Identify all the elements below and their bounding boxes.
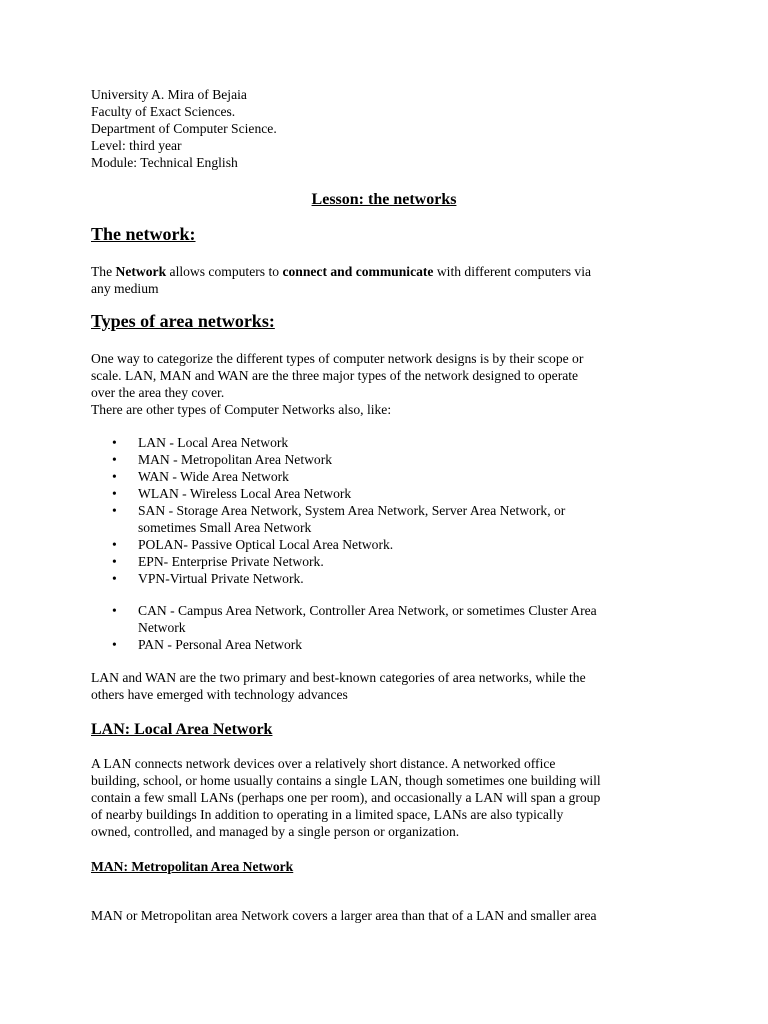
list-item (91, 451, 565, 468)
network-types-list-1 (91, 434, 565, 587)
header-university: University A. Mira of Bejaia (91, 87, 247, 102)
header-department: Department of Computer Science. (91, 121, 277, 136)
list-item-text: PAN - Personal Area Network (138, 637, 303, 652)
types-intro-line: over the area they cover. (91, 385, 225, 400)
list-item-text: WLAN - Wireless Local Area Network (138, 486, 352, 501)
bold-term-connect: connect and communicate (282, 264, 434, 279)
list-item-text: Network (138, 620, 186, 635)
list-item-text: SAN - Storage Area Network, System Area Network, Server Area Network, or (138, 503, 566, 518)
list-item-text: EPN- Enterprise Private Network. (138, 554, 324, 569)
header-level: Level: third year (91, 138, 182, 153)
types-intro-line: One way to categorize the different types of computer network designs is by their scope or (91, 351, 584, 366)
types-intro-line: There are other types of Computer Networks also, like: (91, 402, 392, 417)
lan-paragraph-line: owned, controlled, and managed by a single person or organization. (91, 824, 460, 839)
network-types-list-2 (91, 602, 597, 653)
bullet-icon: • (112, 537, 117, 552)
list-item (91, 485, 565, 502)
list-item (91, 553, 565, 570)
list-item (91, 602, 597, 636)
types-intro-paragraph (91, 350, 681, 418)
institution-header (91, 86, 277, 171)
bullet-icon: • (112, 452, 117, 467)
lan-paragraph-line: building, school, or home usually contains a single LAN, though sometimes one building will (91, 773, 601, 788)
lan-heading: LAN: Local Area Network (91, 721, 273, 738)
bullet-icon: • (112, 486, 117, 501)
lan-paragraph-line: contain a few small LANs (perhaps one per room), and occasionally a LAN will span a group (91, 790, 601, 805)
lesson-title: Lesson: the networks (311, 191, 457, 208)
man-paragraph (91, 907, 681, 924)
types-closing-line: LAN and WAN are the two primary and best-known categories of area networks, while the (91, 670, 586, 685)
network-paragraph (91, 263, 681, 297)
text-run: allows computers to (166, 264, 283, 279)
list-item (91, 434, 565, 451)
bullet-icon: • (112, 637, 117, 652)
types-closing-line: others have emerged with technology advances (91, 687, 348, 702)
network-paragraph-line-1 (91, 263, 681, 280)
list-item-text: sometimes Small Area Network (138, 520, 312, 535)
list-item (91, 502, 565, 536)
bullet-icon: • (112, 554, 117, 569)
bullet-icon: • (112, 571, 117, 586)
types-closing-paragraph (91, 669, 681, 703)
header-module: Module: Technical English (91, 155, 238, 170)
lan-paragraph-line: A LAN connects network devices over a relatively short distance. A networked office (91, 756, 556, 771)
man-paragraph-line: MAN or Metropolitan area Network covers a larger area than that of a LAN and smaller area (91, 908, 597, 923)
bullet-icon: • (112, 435, 117, 450)
bullet-icon: • (112, 469, 117, 484)
list-item-text: CAN - Campus Area Network, Controller Area Network, or sometimes Cluster Area (138, 603, 597, 618)
list-item-text: LAN - Local Area Network (138, 435, 289, 450)
list-item (91, 468, 565, 485)
list-item-text: WAN - Wide Area Network (138, 469, 289, 484)
list-item (91, 570, 565, 587)
lan-paragraph-line: of nearby buildings In addition to operating in a limited space, LANs are also typically (91, 807, 564, 822)
header-faculty: Faculty of Exact Sciences. (91, 104, 236, 119)
list-item-text: MAN - Metropolitan Area Network (138, 452, 333, 467)
text-run: The (91, 264, 116, 279)
types-intro-line: scale. LAN, MAN and WAN are the three major types of the network designed to operate (91, 368, 579, 383)
bullet-icon: • (112, 603, 117, 618)
lan-paragraph (91, 755, 681, 840)
list-item-text: VPN-Virtual Private Network. (138, 571, 304, 586)
types-heading: Types of area networks: (91, 311, 275, 331)
list-item (91, 636, 597, 653)
list-item-text: POLAN- Passive Optical Local Area Network. (138, 537, 394, 552)
man-heading: MAN: Metropolitan Area Network (91, 859, 294, 874)
text-run: with different computers via (433, 264, 592, 279)
list-item (91, 536, 565, 553)
network-paragraph-line-2: any medium (91, 281, 159, 296)
bold-term-network: Network (115, 264, 167, 279)
bullet-icon: • (112, 503, 117, 518)
network-heading: The network: (91, 224, 196, 244)
